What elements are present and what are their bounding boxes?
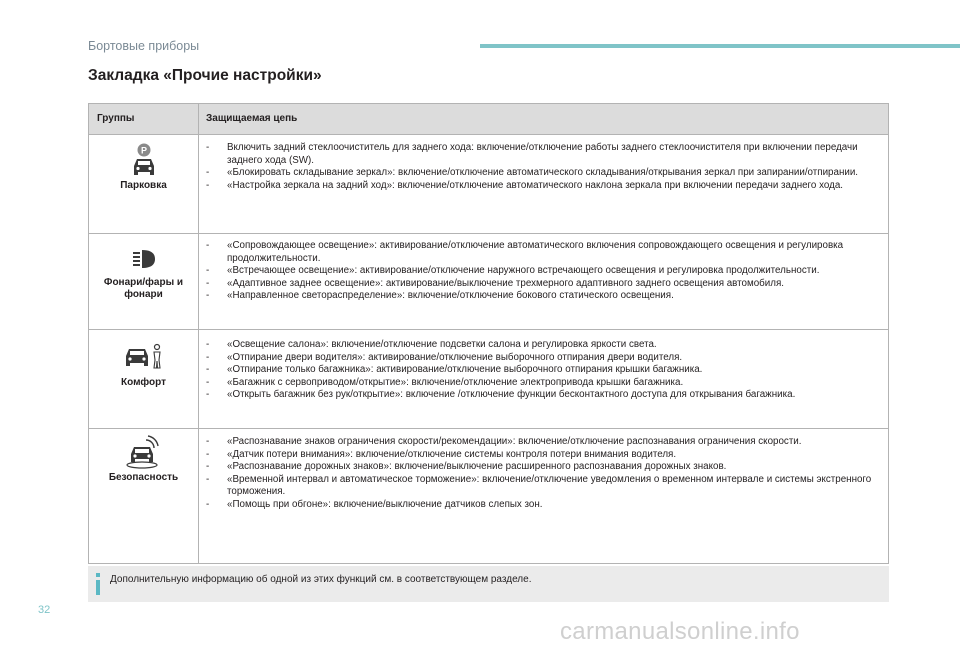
page-title: Закладка «Прочие настройки» xyxy=(88,67,322,84)
list-item: - Включить задний стеклоочиститель для заднего хода: включение/отключение работы заднего стеклоочистителя при включении передачи заднего хода (SW). xyxy=(206,142,884,167)
list-item: - «Адаптивное заднее освещение»: активирование/выключение трехмерного адаптивного заднего освещения автомобиля. xyxy=(206,278,884,291)
info-icon xyxy=(92,572,104,596)
list-item: - «Датчик потери внимания»: включение/отключение системы контроля потери внимания водителя. xyxy=(206,449,884,462)
table-row xyxy=(89,234,888,330)
group-cell xyxy=(89,244,198,301)
list-item: - «Блокировать складывание зеркал»: включение/отключение автоматического складывания/открывания зеркал при запирании/отпирании. xyxy=(206,167,884,180)
list-item: - «Освещение салона»: включение/отключение подсветки салона и регулировка яркости света. xyxy=(206,339,884,352)
list-item: - «Распознавание дорожных знаков»: включение/выключение расширенного распознавания дорожных знаков. xyxy=(206,461,884,474)
group-label: Безопасность xyxy=(108,472,179,483)
page-number: 32 xyxy=(38,604,51,616)
list-item: - «Отпирание двери водителя»: активирование/отключение выборочного отпирания двери водителя. xyxy=(206,352,884,365)
list-item: - «Багажник с сервоприводом/открытие»: включение/отключение электропривода крышки багажника. xyxy=(206,377,884,390)
settings-table xyxy=(88,103,889,564)
group-cell xyxy=(89,142,198,192)
safety-car-sensor-icon xyxy=(122,434,166,470)
headlight-icon xyxy=(127,244,161,274)
list-item: - «Распознавание знаков ограничения скорости/рекомендации»: включение/отключение распознавания ограничения скорости. xyxy=(206,436,884,449)
group-label: Комфорт xyxy=(121,377,166,388)
list-item: - «Направленное светораспределение»: включение/отключение бокового статического освещения. xyxy=(206,290,884,303)
svg-text:P: P xyxy=(140,145,147,156)
watermark: carmanualsonline.info xyxy=(560,618,800,645)
table-row xyxy=(89,135,888,234)
group-label: Парковка xyxy=(120,180,167,191)
list-item: - «Открыть багажник без рук/открытие»: включение /отключение функции бесконтактного доступа для открывания багажника. xyxy=(206,389,884,402)
table-row xyxy=(89,429,888,563)
list-item: - «Настройка зеркала на задний ход»: включение/отключение автоматического наклона зеркала при включении передачи заднего хода. xyxy=(206,180,884,193)
group-cell xyxy=(89,434,198,484)
list-item: - «Помощь при обгоне»: включение/выключение датчиков слепых зон. xyxy=(206,499,884,512)
table-header xyxy=(89,104,888,135)
list-item: - «Отпирание только багажника»: активирование/отключение выборочного отпирания крышки багажника. xyxy=(206,364,884,377)
circuit-list xyxy=(206,240,884,303)
section-label: Бортовые приборы xyxy=(88,39,200,53)
column-header-groups: Группы xyxy=(97,113,135,124)
parking-car-icon xyxy=(127,142,161,180)
group-cell xyxy=(89,340,198,389)
table-row xyxy=(89,330,888,429)
info-box xyxy=(88,566,889,602)
circuit-list xyxy=(206,436,884,511)
group-label: Фонари/фары и фонари xyxy=(103,277,184,300)
circuit-list xyxy=(206,142,884,192)
comfort-car-person-icon xyxy=(122,340,166,372)
column-header-circuit: Защищаемая цепь xyxy=(206,113,298,124)
list-item: - «Сопровождающее освещение»: активирование/отключение автоматического включения сопровождающего освещения и регулировка продолжительности. xyxy=(206,240,884,265)
header-accent-bar xyxy=(480,44,960,48)
circuit-list xyxy=(206,339,884,402)
list-item: - «Встречающее освещение»: активирование/отключение наружного встречающего освещения и регулировка продолжительности. xyxy=(206,265,884,278)
list-item: - «Временной интервал и автоматическое торможение»: включение/отключение уведомления о временном интервале и системы экстренного торможения. xyxy=(206,474,884,499)
info-text: Дополнительную информацию об одной из этих функций см. в соответствующем разделе. xyxy=(110,574,532,585)
